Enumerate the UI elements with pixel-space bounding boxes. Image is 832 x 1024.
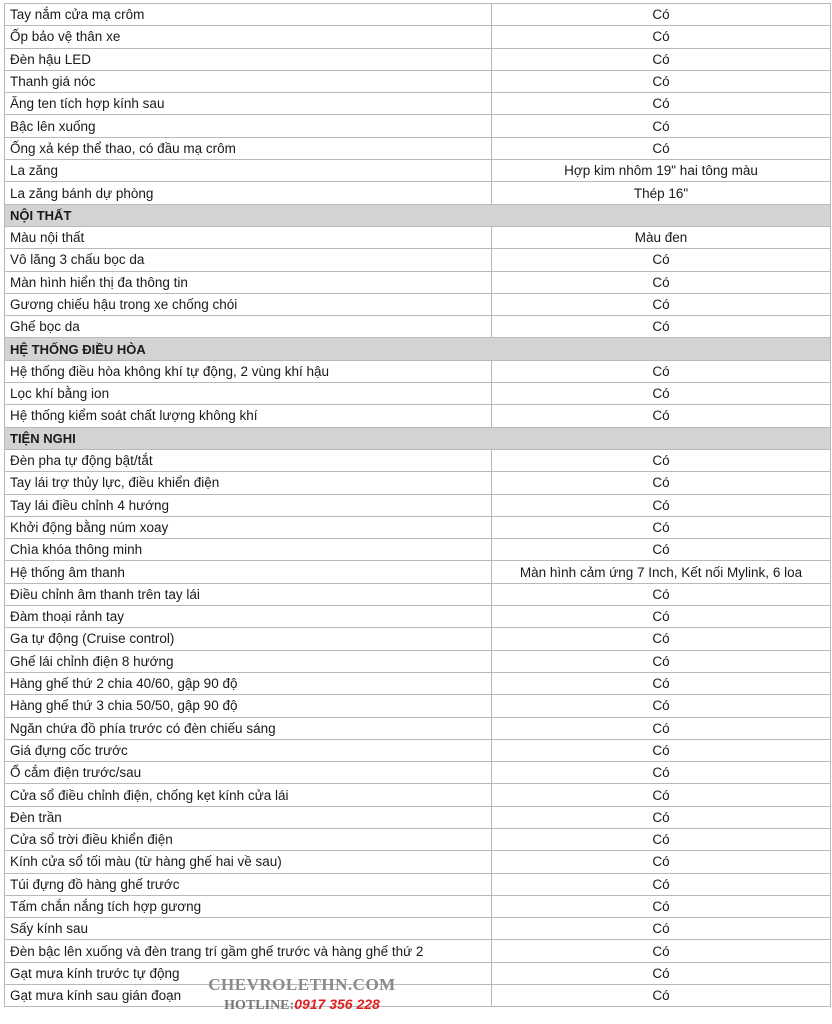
section-title: TIỆN NGHI <box>5 427 831 449</box>
spec-label: Gạt mưa kính sau gián đoạn <box>5 985 492 1007</box>
spec-row <box>5 561 831 583</box>
spec-label: La zăng <box>5 160 492 182</box>
spec-row <box>5 26 831 48</box>
spec-row <box>5 539 831 561</box>
spec-label: Hệ thống kiểm soát chất lượng không khí <box>5 405 492 427</box>
spec-value: Có <box>492 985 831 1007</box>
spec-row <box>5 360 831 382</box>
spec-label: Ăng ten tích hợp kính sau <box>5 93 492 115</box>
spec-value: Có <box>492 48 831 70</box>
spec-value: Có <box>492 873 831 895</box>
spec-label: Tấm chắn nắng tích hợp gương <box>5 895 492 917</box>
spec-row <box>5 918 831 940</box>
spec-row <box>5 672 831 694</box>
spec-value: Có <box>492 93 831 115</box>
spec-table-body <box>5 4 831 1007</box>
spec-value: Hợp kim nhôm 19" hai tông màu <box>492 160 831 182</box>
spec-label: Vô lăng 3 chấu bọc da <box>5 249 492 271</box>
hotline-label: HOTLINE: <box>224 998 295 1013</box>
spec-row <box>5 137 831 159</box>
spec-label: Cửa sổ trời điều khiển điện <box>5 828 492 850</box>
spec-value: Có <box>492 828 831 850</box>
spec-label: Sấy kính sau <box>5 918 492 940</box>
section-title: HỆ THỐNG ĐIỀU HÒA <box>5 338 831 360</box>
spec-value: Có <box>492 449 831 471</box>
spec-row <box>5 784 831 806</box>
spec-label: Tay lái điều chỉnh 4 hướng <box>5 494 492 516</box>
spec-label: Màn hình hiển thị đa thông tin <box>5 271 492 293</box>
spec-label: Đèn trần <box>5 806 492 828</box>
spec-label: Bậc lên xuống <box>5 115 492 137</box>
spec-label: Cửa sổ điều chỉnh điện, chống kẹt kính cửa lái <box>5 784 492 806</box>
spec-row <box>5 226 831 248</box>
spec-value: Có <box>492 672 831 694</box>
spec-label: Ghế bọc da <box>5 316 492 338</box>
spec-label: Hệ thống điều hòa không khí tự động, 2 vùng khí hậu <box>5 360 492 382</box>
spec-value: Có <box>492 606 831 628</box>
spec-row <box>5 828 831 850</box>
spec-row <box>5 650 831 672</box>
spec-row <box>5 160 831 182</box>
section-title: NỘI THẤT <box>5 204 831 226</box>
spec-label: Lọc khí bằng ion <box>5 383 492 405</box>
spec-row <box>5 494 831 516</box>
watermark-hotline <box>192 995 412 1015</box>
spec-row <box>5 873 831 895</box>
spec-row <box>5 628 831 650</box>
spec-value: Có <box>492 539 831 561</box>
spec-label: Màu nội thất <box>5 226 492 248</box>
spec-value: Có <box>492 918 831 940</box>
spec-label: Tay nắm cửa mạ crôm <box>5 4 492 26</box>
spec-row <box>5 516 831 538</box>
spec-row <box>5 182 831 204</box>
spec-row <box>5 316 831 338</box>
spec-label: Đàm thoại rảnh tay <box>5 606 492 628</box>
spec-value: Có <box>492 762 831 784</box>
section-header-row <box>5 427 831 449</box>
hotline-number: 0917 356 228 <box>294 996 380 1012</box>
spec-label: Tay lái trợ thủy lực, điều khiển điện <box>5 472 492 494</box>
spec-row <box>5 405 831 427</box>
spec-value: Có <box>492 962 831 984</box>
spec-label: Hệ thống âm thanh <box>5 561 492 583</box>
spec-label: Khởi động bằng núm xoay <box>5 516 492 538</box>
spec-value: Có <box>492 472 831 494</box>
spec-value: Có <box>492 895 831 917</box>
spec-value: Có <box>492 628 831 650</box>
spec-value: Có <box>492 271 831 293</box>
spec-value: Có <box>492 405 831 427</box>
spec-value: Có <box>492 4 831 26</box>
spec-row <box>5 739 831 761</box>
spec-value: Có <box>492 784 831 806</box>
spec-label: Thanh giá nóc <box>5 70 492 92</box>
spec-row <box>5 806 831 828</box>
watermark <box>192 975 412 1015</box>
section-header-row <box>5 338 831 360</box>
spec-value: Có <box>492 137 831 159</box>
spec-label: Giá đựng cốc trước <box>5 739 492 761</box>
spec-value: Có <box>492 650 831 672</box>
spec-row <box>5 895 831 917</box>
spec-label: Kính cửa sổ tối màu (từ hàng ghế hai về sau) <box>5 851 492 873</box>
spec-row <box>5 383 831 405</box>
spec-row <box>5 115 831 137</box>
spec-label: Hàng ghế thứ 2 chia 40/60, gập 90 độ <box>5 672 492 694</box>
spec-label: Ngăn chứa đồ phía trước có đèn chiếu sáng <box>5 717 492 739</box>
spec-row <box>5 93 831 115</box>
spec-label: Gạt mưa kính trước tự động <box>5 962 492 984</box>
spec-label: Đèn pha tự động bật/tắt <box>5 449 492 471</box>
spec-value: Có <box>492 383 831 405</box>
spec-label: Túi đựng đồ hàng ghế trước <box>5 873 492 895</box>
spec-value: Có <box>492 717 831 739</box>
spec-row <box>5 583 831 605</box>
spec-row <box>5 293 831 315</box>
spec-label: Chìa khóa thông minh <box>5 539 492 561</box>
spec-row <box>5 762 831 784</box>
spec-row <box>5 962 831 984</box>
spec-row <box>5 606 831 628</box>
spec-label: Gương chiếu hậu trong xe chống chói <box>5 293 492 315</box>
spec-row <box>5 851 831 873</box>
spec-row <box>5 985 831 1007</box>
spec-row <box>5 717 831 739</box>
spec-label: Ống xả kép thể thao, có đầu mạ crôm <box>5 137 492 159</box>
spec-label: Ốp bảo vệ thân xe <box>5 26 492 48</box>
spec-value: Có <box>492 70 831 92</box>
spec-value: Có <box>492 249 831 271</box>
spec-value: Có <box>492 293 831 315</box>
spec-value: Có <box>492 516 831 538</box>
watermark-site: CHEVROLETHN.COM <box>208 975 396 994</box>
spec-value: Có <box>492 360 831 382</box>
spec-value: Có <box>492 695 831 717</box>
spec-label: Đèn bậc lên xuống và đèn trang trí gầm ghế trước và hàng ghế thứ 2 <box>5 940 492 962</box>
spec-label: Đèn hậu LED <box>5 48 492 70</box>
spec-value: Có <box>492 851 831 873</box>
section-header-row <box>5 204 831 226</box>
spec-label: Ghế lái chỉnh điện 8 hướng <box>5 650 492 672</box>
spec-row <box>5 449 831 471</box>
spec-row <box>5 70 831 92</box>
spec-label: Ổ cắm điện trước/sau <box>5 762 492 784</box>
spec-row <box>5 48 831 70</box>
spec-value: Có <box>492 940 831 962</box>
spec-value: Có <box>492 316 831 338</box>
spec-row <box>5 695 831 717</box>
spec-row <box>5 472 831 494</box>
spec-label: Điều chỉnh âm thanh trên tay lái <box>5 583 492 605</box>
spec-value: Thép 16" <box>492 182 831 204</box>
spec-value: Có <box>492 739 831 761</box>
spec-value: Có <box>492 115 831 137</box>
spec-label: La zăng bánh dự phòng <box>5 182 492 204</box>
spec-row <box>5 940 831 962</box>
spec-row <box>5 271 831 293</box>
spec-value: Có <box>492 494 831 516</box>
spec-value: Có <box>492 26 831 48</box>
spec-row <box>5 249 831 271</box>
spec-value: Có <box>492 806 831 828</box>
spec-label: Ga tự động (Cruise control) <box>5 628 492 650</box>
spec-value: Có <box>492 583 831 605</box>
spec-value: Màu đen <box>492 226 831 248</box>
spec-label: Hàng ghế thứ 3 chia 50/50, gập 90 độ <box>5 695 492 717</box>
spec-table <box>4 3 831 1007</box>
spec-value: Màn hình cảm ứng 7 Inch, Kết nối Mylink, 6 loa <box>492 561 831 583</box>
spec-row <box>5 4 831 26</box>
